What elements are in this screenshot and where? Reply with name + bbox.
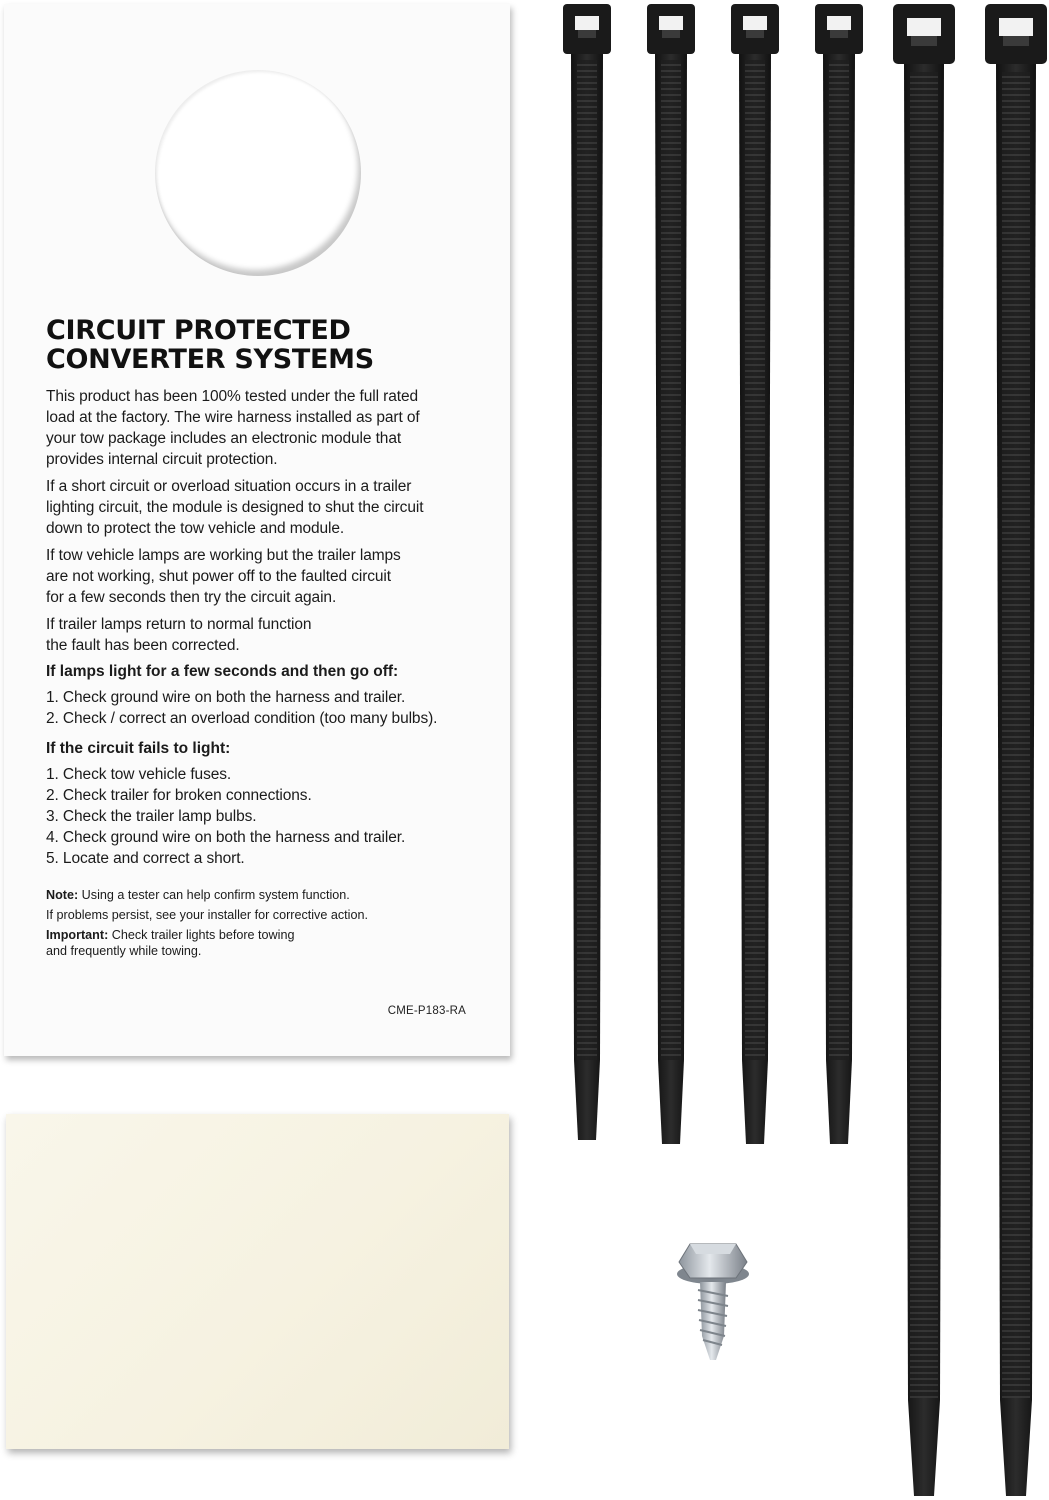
troubleshoot-heading-2: If the circuit fails to light: (46, 740, 231, 757)
cable-tie-short (647, 4, 695, 1144)
list-item: 3. Check the trailer lamp bulbs. (46, 808, 257, 825)
tag-title-line2: CONVERTER SYSTEMS (46, 344, 374, 375)
cable-tie-short (731, 4, 779, 1144)
cable-tie-long (893, 4, 955, 1496)
list-item: 4. Check ground wire on both the harness and trailer. (46, 829, 406, 846)
tag-paragraph: If trailer lamps return to normal function the fault has been corrected. (46, 616, 312, 654)
troubleshoot-heading-1: If lamps light for a few seconds and then go off: (46, 663, 399, 680)
list-item: 2. Check / correct an overload condition (too many bulbs). (46, 710, 438, 727)
note-line-2: If problems persist, see your installer for corrective action. (46, 908, 368, 922)
part-code: CME-P183-RA (387, 1005, 466, 1017)
tag-title-line1: CIRCUIT PROTECTED (46, 315, 351, 346)
note-label: Note: (46, 888, 79, 902)
list-item: 1. Check tow vehicle fuses. (46, 766, 232, 783)
cable-tie-short (815, 4, 863, 1144)
self-drilling-screw (677, 1244, 749, 1360)
list-item: 2. Check trailer for broken connections. (46, 787, 312, 804)
list-item: 1. Check ground wire on both the harness and trailer. (46, 689, 406, 706)
tag-paragraph: If tow vehicle lamps are working but the trailer lamps are not working, shut power off to the faulted circuit for a few seconds then try the circuit again. (46, 547, 401, 606)
tag-paragraph: This product has been 100% tested under the full rated load at the factory. The wire harness installed as part of your tow package includes an electronic module that provides internal circuit protection. (46, 388, 420, 468)
note-text: Using a tester can help confirm system function. (78, 888, 350, 902)
important-text: Check trailer lights before towing and frequently while towing. (46, 928, 295, 958)
cable-tie-short (563, 4, 611, 1140)
list-item: 5. Locate and correct a short. (46, 850, 245, 867)
cable-tie-long (985, 4, 1047, 1496)
important-label: Important: (46, 928, 109, 942)
tag-paragraph: If a short circuit or overload situation occurs in a trailer lighting circuit, the module is designed to shut the circuit down to protect the tow vehicle and module. (46, 478, 424, 537)
